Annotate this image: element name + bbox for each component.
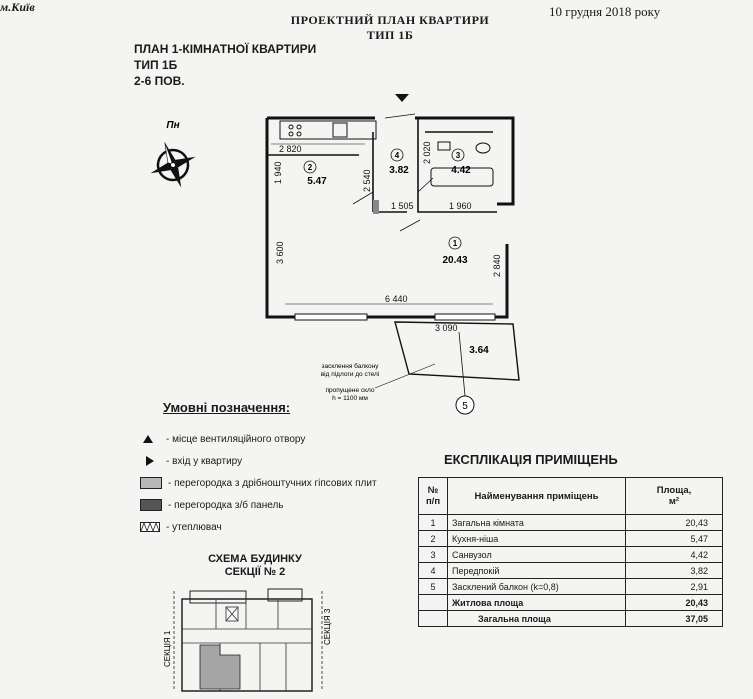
row-name: Кухня-ніша — [448, 531, 626, 547]
living-area-num — [419, 595, 448, 611]
gypsum-partition-swatch — [140, 477, 162, 489]
city-label: м.Київ — [0, 0, 35, 14]
vent-triangle-icon — [140, 434, 160, 444]
legend-item-gypsum-label: - перегородка з дрібноштучних гіпсових плит — [168, 477, 377, 489]
row-num: 2 — [419, 531, 448, 547]
plan-info — [134, 41, 316, 89]
entry-arrow-icon — [395, 94, 409, 102]
balcony-note-line-2: від підлоги до стелі — [320, 371, 380, 378]
floor-plan — [255, 92, 530, 422]
title-line-1: ПРОЕКТНИЙ ПЛАН КВАРТИРИ — [290, 13, 490, 27]
room-1-area: 20.43 — [442, 255, 468, 266]
legend-list — [140, 428, 377, 538]
schema-heading-line-2: СЕКЦІЇ № 2 — [224, 566, 286, 578]
schema-heading-line-1: СХЕМА БУДИНКУ — [208, 553, 302, 565]
row-name: Засклений балкон (k=0,8) — [448, 579, 626, 595]
schema-heading — [200, 553, 310, 579]
table-row — [419, 531, 723, 547]
total-area-value: 37,05 — [626, 611, 723, 627]
room-3-area: 4.42 — [451, 165, 471, 176]
room-4-number: 4 — [394, 151, 400, 160]
balcony-area: 3.64 — [469, 345, 489, 356]
row-num: 4 — [419, 563, 448, 579]
living-area-value: 20,43 — [626, 595, 723, 611]
table-row — [419, 515, 723, 531]
legend-item-gypsum — [140, 472, 377, 494]
balcony-note-line-4: h = 1100 мм — [332, 395, 368, 402]
explication-heading: ЕКСПЛІКАЦІЯ ПРИМІЩЕНЬ — [444, 452, 618, 467]
legend-heading: Умовні позначення: — [163, 400, 291, 415]
dim-1960: 1 960 — [449, 201, 472, 211]
dim-3090: 3 090 — [435, 323, 458, 333]
legend-item-entry — [140, 450, 377, 472]
plan-info-line-2: ТИП 1Б — [134, 58, 178, 72]
col-name-header: Найменування приміщень — [448, 478, 626, 515]
document-date: 10 грудня 2018 року — [549, 4, 661, 19]
row-area: 20,43 — [626, 515, 723, 531]
dim-3600: 3 600 — [275, 241, 285, 264]
dim-6440: 6 440 — [385, 294, 408, 304]
balcony-note-line-3: пропущене скло — [325, 387, 375, 394]
dim-2020: 2 020 — [422, 141, 432, 164]
dim-1505: 1 505 — [391, 201, 414, 211]
table-row — [419, 563, 723, 579]
row-name: Загальна кімната — [448, 515, 626, 531]
legend-item-concrete — [140, 494, 377, 516]
legend-item-vent-label: - місце вентиляційного отвору — [166, 433, 306, 445]
balcony-note-line-1: засклення балкону — [321, 363, 379, 370]
row-area: 3,82 — [626, 563, 723, 579]
dim-2840: 2 840 — [492, 254, 502, 277]
room-2-number: 2 — [307, 163, 313, 172]
insulation-hatch-swatch — [140, 522, 160, 532]
compass-rose-icon — [138, 118, 208, 198]
col-area-header-line-2: м² — [668, 496, 680, 507]
living-area-label: Житлова площа — [448, 595, 626, 611]
section-left-label: СЕКЦІЯ 1 — [163, 630, 172, 667]
row-area: 5,47 — [626, 531, 723, 547]
row-num: 3 — [419, 547, 448, 563]
table-row — [419, 579, 723, 595]
building-schema — [160, 585, 340, 695]
legend-item-concrete-label: - перегородка з/б панель — [168, 499, 284, 511]
row-num: 1 — [419, 515, 448, 531]
row-name: Передпокій — [448, 563, 626, 579]
plan-info-line-1: ПЛАН 1-КІМНАТНОЇ КВАРТИРИ — [134, 42, 317, 56]
col-area-header — [626, 478, 723, 515]
room-1-number: 1 — [452, 239, 458, 248]
axis-label: 5 — [462, 401, 468, 412]
table-row — [419, 547, 723, 563]
section-right-label: СЕКЦІЯ 3 — [323, 608, 332, 645]
row-name: Санвузол — [448, 547, 626, 563]
total-area-row — [419, 611, 723, 627]
total-area-num — [419, 611, 448, 627]
total-area-label: Загальна площа — [448, 611, 626, 627]
highlighted-apartment — [200, 645, 240, 689]
explication-header-row — [419, 478, 723, 515]
dim-2540: 2 540 — [362, 169, 372, 192]
row-num: 5 — [419, 579, 448, 595]
room-4-area: 3.82 — [389, 165, 409, 176]
legend-item-vent — [140, 428, 377, 450]
room-3-number: 3 — [455, 151, 461, 160]
row-area: 4,42 — [626, 547, 723, 563]
compass-north-label: Пн — [166, 120, 180, 131]
living-area-row — [419, 595, 723, 611]
explication-table — [418, 477, 723, 627]
row-area: 2,91 — [626, 579, 723, 595]
room-2-area: 5.47 — [307, 176, 327, 187]
col-num-header: № п/п — [419, 478, 448, 515]
legend-item-entry-label: - вхід у квартиру — [166, 455, 243, 467]
dim-2820: 2 820 — [279, 144, 302, 154]
document-title — [240, 13, 540, 43]
col-area-header-line-1: Площа, — [656, 485, 692, 496]
entry-arrow-icon — [140, 456, 160, 466]
legend-item-insulation-label: - утеплювач — [166, 521, 222, 533]
dim-1940: 1 940 — [273, 161, 283, 184]
legend-item-insulation — [140, 516, 377, 538]
title-line-2: ТИП 1Б — [366, 28, 414, 42]
concrete-panel-swatch — [140, 499, 162, 511]
plan-info-line-3: 2-6 ПОВ. — [134, 74, 185, 88]
